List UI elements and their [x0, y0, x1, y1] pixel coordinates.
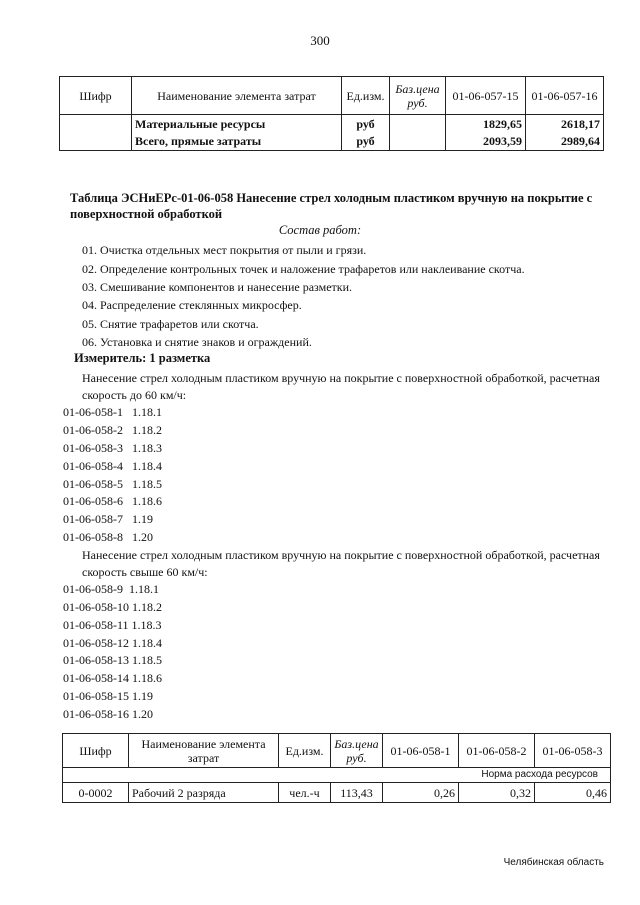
row-value-3: 0,46: [535, 783, 611, 803]
row-name: Рабочий 2 разряда: [129, 783, 279, 803]
header-name: Наименование элемента затрат: [132, 77, 342, 115]
header-col-2: 01-06-058-2: [459, 734, 535, 768]
row-value-1: 1829,65: [446, 115, 526, 133]
header-base-price: Баз.цена руб.: [390, 77, 446, 115]
header-col-2: 01-06-057-16: [526, 77, 604, 115]
code-item: 01-06-058-5 1.18.5: [63, 477, 162, 491]
group-2-description: Нанесение стрел холодным пластиком вручную на покрытие с поверхностной обработкой, расчетная скорость свыше 60 км/ч:: [82, 548, 600, 579]
norm-label: Норма расхода ресурсов: [63, 768, 611, 783]
code-item: 01-06-058-2 1.18.2: [63, 423, 162, 437]
group-1-description: Нанесение стрел холодным пластиком вручную на покрытие с поверхностной обработкой, расчетная скорость до 60 км/ч:: [82, 371, 600, 402]
work-item: 03. Смешивание компонентов и нанесение разметки.: [82, 280, 353, 294]
header-col-1: 01-06-057-15: [446, 77, 526, 115]
bottom-table-header: [63, 734, 611, 768]
header-code: Шифр: [63, 734, 129, 768]
code-item: 01-06-058-12 1.18.4: [63, 636, 162, 650]
table-title: Таблица ЭСНиЕРс-01-06-058 Нанесение стрел холодным пластиком вручную на покрытие с поверхностной обработкой: [70, 191, 593, 221]
work-item: 05. Снятие трафаретов или скотча.: [82, 317, 259, 331]
norm-label-row: [63, 768, 611, 783]
table-row: [63, 783, 611, 803]
code-item: 01-06-058-11 1.18.3: [63, 618, 162, 632]
code-item: 01-06-058-4 1.18.4: [63, 459, 162, 473]
code-item: 01-06-058-1 1.18.1: [63, 405, 162, 419]
row-value-2: 0,32: [459, 783, 535, 803]
page-number: 300: [310, 33, 330, 48]
section-title: Состав работ:: [278, 223, 362, 237]
top-table-header: [60, 77, 604, 115]
work-item: 04. Распределение стеклянных микросфер.: [82, 298, 302, 312]
code-item: 01-06-058-7 1.19: [63, 512, 153, 526]
header-unit: Ед.изм.: [342, 77, 390, 115]
footer-region: Челябинская область: [503, 857, 604, 868]
measure-unit: Измеритель: 1 разметка: [74, 351, 211, 365]
code-item: 01-06-058-15 1.19: [63, 689, 153, 703]
row-unit: руб: [342, 115, 390, 133]
row-unit: чел.-ч: [279, 783, 331, 803]
work-item: 06. Установка и снятие знаков и ограждений.: [82, 335, 312, 349]
header-name: Наименование элемента затрат: [129, 734, 279, 768]
code-item: 01-06-058-14 1.18.6: [63, 671, 162, 685]
row-value-1: 0,26: [383, 783, 459, 803]
row-unit: руб: [342, 133, 390, 151]
work-item: 02. Определение контрольных точек и наложение трафаретов или наклеивание скотча.: [82, 262, 525, 276]
row-price: 113,43: [331, 783, 383, 803]
code-item: 01-06-058-6 1.18.6: [63, 494, 162, 508]
row-name: Материальные ресурсы: [132, 115, 342, 133]
row-value-1: 2093,59: [446, 133, 526, 151]
code-item: 01-06-058-13 1.18.5: [63, 653, 162, 667]
code-item: 01-06-058-10 1.18.2: [63, 600, 162, 614]
row-name: Всего, прямые затраты: [132, 133, 342, 151]
row-value-2: 2989,64: [526, 133, 604, 151]
table-row: [60, 133, 604, 151]
code-item: 01-06-058-16 1.20: [63, 707, 153, 721]
resource-norm-table: [62, 733, 611, 803]
code-item: 01-06-058-9 1.18.1: [63, 582, 159, 596]
row-code: 0-0002: [63, 783, 129, 803]
table-row: [60, 115, 604, 133]
header-unit: Ед.изм.: [279, 734, 331, 768]
header-base-price: Баз.цена руб.: [331, 734, 383, 768]
top-cost-table: [59, 76, 604, 151]
header-code: Шифр: [60, 77, 132, 115]
header-col-1: 01-06-058-1: [383, 734, 459, 768]
work-item: 01. Очистка отдельных мест покрытия от пыли и грязи.: [82, 243, 367, 257]
row-value-2: 2618,17: [526, 115, 604, 133]
code-item: 01-06-058-8 1.20: [63, 530, 153, 544]
header-col-3: 01-06-058-3: [535, 734, 611, 768]
code-item: 01-06-058-3 1.18.3: [63, 441, 162, 455]
